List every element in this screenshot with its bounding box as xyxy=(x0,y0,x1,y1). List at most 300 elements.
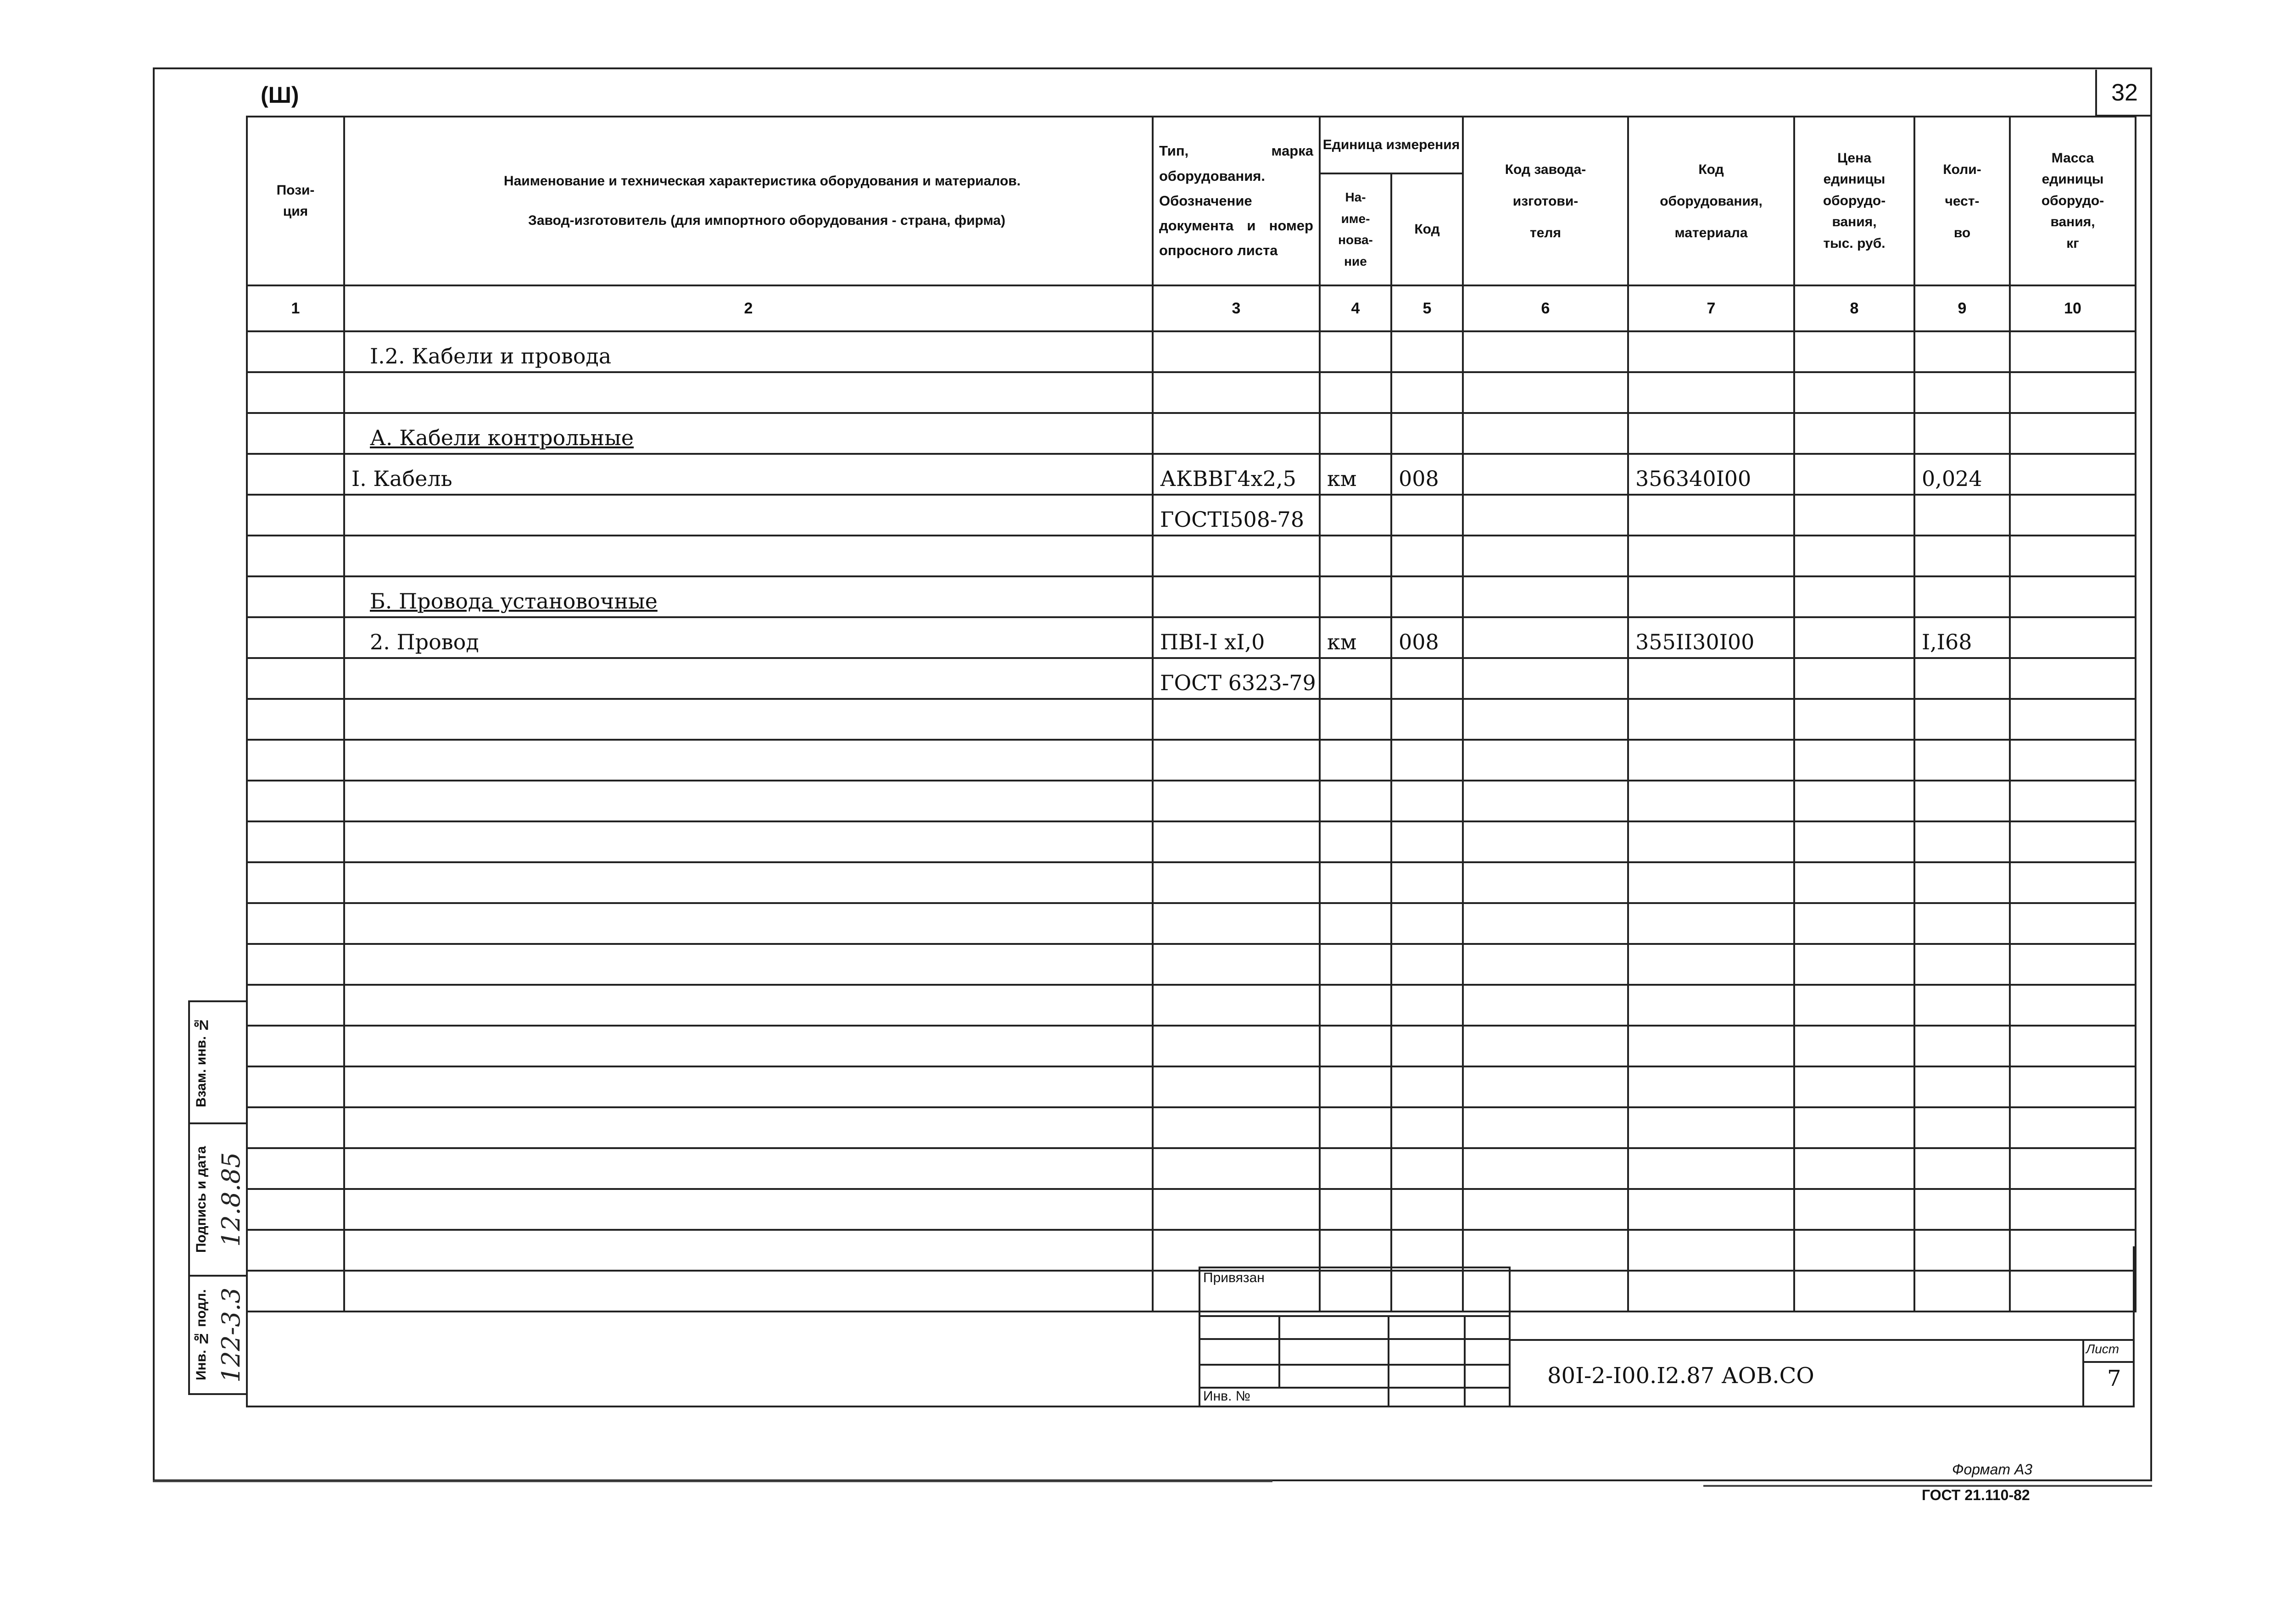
cell-type xyxy=(1153,699,1320,740)
cell-name-text: I. Кабель xyxy=(351,466,452,491)
vzam-inv-cell xyxy=(188,1000,248,1124)
cell-qty xyxy=(1914,495,2010,536)
sign-date-label: Подпись и дата xyxy=(194,1146,209,1253)
cell-name xyxy=(344,413,1153,454)
cell-name xyxy=(344,658,1153,699)
cell-qty xyxy=(1914,699,2010,740)
header-qty: Коли- чест- во xyxy=(1914,117,2010,285)
cell-type xyxy=(1153,454,1320,495)
cell-price xyxy=(1794,699,1914,740)
cell-qty xyxy=(1914,1148,2010,1189)
cell-eqcode xyxy=(1628,576,1794,617)
cell-code xyxy=(1391,1026,1463,1066)
cell-code xyxy=(1391,658,1463,699)
cell-mass xyxy=(2010,536,2136,576)
cell-name xyxy=(344,495,1153,536)
column-number-3: 3 xyxy=(1153,285,1320,331)
cell-unit-text: км xyxy=(1327,466,1357,491)
cell-qty xyxy=(1914,576,2010,617)
cell-eqcode xyxy=(1628,1026,1794,1066)
cell-factory xyxy=(1463,699,1628,740)
cell-type xyxy=(1153,740,1320,781)
cell-mass xyxy=(2010,331,2136,372)
cell-code xyxy=(1391,1189,1463,1230)
inv-podl-cell xyxy=(188,1275,248,1395)
cell-name-text xyxy=(351,507,370,532)
cell-type xyxy=(1153,658,1320,699)
cell-name xyxy=(344,1148,1153,1189)
cell-name-text xyxy=(351,670,370,695)
cell-type xyxy=(1153,1066,1320,1107)
cell-unit xyxy=(1320,740,1391,781)
list-value: 7 xyxy=(2107,1366,2121,1391)
cell-pos xyxy=(247,372,344,413)
cell-price xyxy=(1794,331,1914,372)
cell-price xyxy=(1794,781,1914,821)
cell-unit xyxy=(1320,658,1391,699)
cell-pos xyxy=(247,495,344,536)
table-row xyxy=(247,1189,2136,1230)
cell-eqcode xyxy=(1628,862,1794,903)
cell-mass xyxy=(2010,1189,2136,1230)
cell-type xyxy=(1153,1189,1320,1230)
cell-name xyxy=(344,454,1153,495)
cell-price xyxy=(1794,903,1914,944)
cell-code xyxy=(1391,1107,1463,1148)
cell-code xyxy=(1391,699,1463,740)
table-row xyxy=(247,740,2136,781)
cell-type xyxy=(1153,862,1320,903)
tb-vline-2 xyxy=(1388,1315,1389,1407)
cell-price xyxy=(1794,658,1914,699)
cell-name-text xyxy=(351,548,370,573)
cell-pos xyxy=(247,1066,344,1107)
cell-mass xyxy=(2010,1066,2136,1107)
header-unit-name: На- име- нова- ние xyxy=(1320,173,1391,285)
cell-unit xyxy=(1320,699,1391,740)
cell-unit xyxy=(1320,454,1391,495)
cell-mass xyxy=(2010,454,2136,495)
cell-price xyxy=(1794,495,1914,536)
cell-factory xyxy=(1463,740,1628,781)
cell-mass xyxy=(2010,658,2136,699)
cell-pos xyxy=(247,1271,344,1311)
table-row xyxy=(247,781,2136,821)
cell-pos xyxy=(247,781,344,821)
cell-qty xyxy=(1914,862,2010,903)
cell-code xyxy=(1391,781,1463,821)
cell-factory xyxy=(1463,1026,1628,1066)
cell-name xyxy=(344,985,1153,1026)
cell-pos xyxy=(247,1026,344,1066)
cell-unit xyxy=(1320,536,1391,576)
cell-unit xyxy=(1320,781,1391,821)
cell-mass xyxy=(2010,699,2136,740)
cell-name xyxy=(344,1189,1153,1230)
cell-pos xyxy=(247,331,344,372)
cell-code xyxy=(1391,413,1463,454)
cell-unit xyxy=(1320,495,1391,536)
cell-name xyxy=(344,740,1153,781)
cell-pos xyxy=(247,576,344,617)
cell-eqcode xyxy=(1628,1230,1794,1271)
cell-unit xyxy=(1320,821,1391,862)
cell-type xyxy=(1153,1107,1320,1148)
cell-qty xyxy=(1914,1107,2010,1148)
list-divider xyxy=(2082,1361,2135,1363)
cell-code xyxy=(1391,821,1463,862)
side-stamp xyxy=(188,1000,248,1409)
cell-pos xyxy=(247,1189,344,1230)
cell-factory xyxy=(1463,536,1628,576)
table-row xyxy=(247,862,2136,903)
cell-type xyxy=(1153,576,1320,617)
cell-name xyxy=(344,536,1153,576)
cell-eqcode xyxy=(1628,495,1794,536)
cell-mass xyxy=(2010,495,2136,536)
cell-mass xyxy=(2010,781,2136,821)
cell-pos xyxy=(247,699,344,740)
cell-pos xyxy=(247,617,344,658)
cell-price xyxy=(1794,821,1914,862)
cell-unit xyxy=(1320,617,1391,658)
cell-eqcode xyxy=(1628,1189,1794,1230)
table-row xyxy=(247,372,2136,413)
cell-type xyxy=(1153,985,1320,1026)
format-label: Формат А3 xyxy=(1952,1461,2033,1478)
cell-name xyxy=(344,372,1153,413)
specification-table xyxy=(246,116,2136,1312)
cell-mass xyxy=(2010,862,2136,903)
cell-factory xyxy=(1463,903,1628,944)
header-position: Пози- ция xyxy=(247,117,344,285)
header-mass: Масса единицы оборудо- вания, кг xyxy=(2010,117,2136,285)
cell-factory xyxy=(1463,985,1628,1026)
cell-price xyxy=(1794,740,1914,781)
header-type: Тип, марка оборудования. Обозначение документа и номер опросного листа xyxy=(1153,117,1320,285)
cell-eqcode xyxy=(1628,617,1794,658)
sign-date-value: 12.8.85 xyxy=(217,1152,245,1247)
cell-type xyxy=(1153,821,1320,862)
cell-eqcode xyxy=(1628,454,1794,495)
cell-name xyxy=(344,1230,1153,1271)
cell-qty xyxy=(1914,821,2010,862)
cell-pos xyxy=(247,862,344,903)
cell-code xyxy=(1391,944,1463,985)
cell-unit xyxy=(1320,862,1391,903)
vzam-inv-label: Взам. инв. № xyxy=(194,1017,209,1108)
cell-qty xyxy=(1914,740,2010,781)
inv-no-label: Инв. № xyxy=(1203,1389,1250,1404)
cell-unit xyxy=(1320,413,1391,454)
cell-qty xyxy=(1914,1026,2010,1066)
cell-unit xyxy=(1320,1230,1391,1271)
table-row xyxy=(247,495,2136,536)
cell-factory xyxy=(1463,1107,1628,1148)
cell-factory xyxy=(1463,1230,1628,1271)
cell-pos xyxy=(247,536,344,576)
cell-eqcode xyxy=(1628,1271,1794,1311)
cell-type-text: ГОСТ 6323-79 xyxy=(1160,670,1316,695)
doc-code-top-line xyxy=(1509,1339,2135,1341)
cell-pos xyxy=(247,944,344,985)
cell-name xyxy=(344,862,1153,903)
tb-vline-1 xyxy=(1278,1315,1280,1389)
tb-vline-3 xyxy=(1464,1315,1466,1407)
cell-qty xyxy=(1914,985,2010,1026)
cell-mass xyxy=(2010,617,2136,658)
cell-qty xyxy=(1914,617,2010,658)
cell-qty xyxy=(1914,1230,2010,1271)
section-roman: (Ш) xyxy=(261,82,299,108)
cell-code xyxy=(1391,1066,1463,1107)
cell-qty xyxy=(1914,658,2010,699)
cell-code-text: 008 xyxy=(1399,630,1439,654)
cell-factory xyxy=(1463,576,1628,617)
cell-type xyxy=(1153,944,1320,985)
cell-code xyxy=(1391,372,1463,413)
table-row xyxy=(247,1066,2136,1107)
column-number-7: 7 xyxy=(1628,285,1794,331)
cell-mass xyxy=(2010,1271,2136,1311)
cell-qty-text: 0,024 xyxy=(1922,466,1982,491)
list-label: Лист xyxy=(2086,1342,2120,1356)
cell-type xyxy=(1153,413,1320,454)
cell-eqcode xyxy=(1628,331,1794,372)
cell-name xyxy=(344,821,1153,862)
table-row xyxy=(247,1230,2136,1271)
cell-factory xyxy=(1463,372,1628,413)
cell-pos xyxy=(247,740,344,781)
cell-name-text: А. Кабели контрольные xyxy=(370,425,634,450)
cell-unit xyxy=(1320,903,1391,944)
cell-unit xyxy=(1320,1107,1391,1148)
cell-eqcode xyxy=(1628,699,1794,740)
cell-factory xyxy=(1463,821,1628,862)
cell-name xyxy=(344,331,1153,372)
cell-factory xyxy=(1463,658,1628,699)
table-row xyxy=(247,1107,2136,1148)
cell-mass xyxy=(2010,821,2136,862)
header-name: Наименование и техническая характеристика оборудования и материалов. Завод-изготовитель (для импортного оборудования - страна, фирма) xyxy=(344,117,1153,285)
cell-price xyxy=(1794,372,1914,413)
cell-mass xyxy=(2010,1026,2136,1066)
cell-eqcode xyxy=(1628,413,1794,454)
sheet-number: 32 xyxy=(2095,70,2152,117)
cell-pos xyxy=(247,1230,344,1271)
cell-qty xyxy=(1914,781,2010,821)
header-price: Цена единицы оборудо- вания, тыс. руб. xyxy=(1794,117,1914,285)
cell-eqcode xyxy=(1628,821,1794,862)
cell-type xyxy=(1153,1230,1320,1271)
cell-name xyxy=(344,576,1153,617)
inv-podl-label: Инв. № подл. xyxy=(194,1289,209,1381)
table-row xyxy=(247,536,2136,576)
cell-mass xyxy=(2010,985,2136,1026)
cell-eqcode xyxy=(1628,781,1794,821)
cell-type xyxy=(1153,781,1320,821)
cell-code xyxy=(1391,1230,1463,1271)
cell-unit xyxy=(1320,944,1391,985)
table-row xyxy=(247,699,2136,740)
cell-factory xyxy=(1463,1066,1628,1107)
cell-code xyxy=(1391,617,1463,658)
cell-unit xyxy=(1320,331,1391,372)
cell-qty xyxy=(1914,1066,2010,1107)
column-number-8: 8 xyxy=(1794,285,1914,331)
cell-price xyxy=(1794,1189,1914,1230)
cell-price xyxy=(1794,536,1914,576)
cell-name xyxy=(344,1066,1153,1107)
cell-name-text: 2. Провод xyxy=(370,630,479,654)
cell-code xyxy=(1391,862,1463,903)
cell-mass xyxy=(2010,740,2136,781)
cell-name xyxy=(344,1026,1153,1066)
cell-code xyxy=(1391,536,1463,576)
table-row xyxy=(247,413,2136,454)
cell-price xyxy=(1794,413,1914,454)
cell-eqcode xyxy=(1628,985,1794,1026)
cell-type xyxy=(1153,495,1320,536)
cell-code-text: 008 xyxy=(1399,466,1439,491)
cell-factory xyxy=(1463,617,1628,658)
cell-factory xyxy=(1463,944,1628,985)
document-code: 80I-2-I00.I2.87 АОВ.СО xyxy=(1547,1363,1814,1389)
cell-name-text: I.2. Кабели и провода xyxy=(370,344,612,368)
cell-eqcode xyxy=(1628,658,1794,699)
cell-unit xyxy=(1320,1189,1391,1230)
cell-name xyxy=(344,781,1153,821)
cell-price xyxy=(1794,862,1914,903)
cell-qty xyxy=(1914,413,2010,454)
cell-pos xyxy=(247,903,344,944)
cell-factory xyxy=(1463,495,1628,536)
cell-pos xyxy=(247,1148,344,1189)
cell-qty xyxy=(1914,454,2010,495)
cell-name xyxy=(344,903,1153,944)
cell-name xyxy=(344,944,1153,985)
cell-price xyxy=(1794,1107,1914,1148)
table-row xyxy=(247,454,2136,495)
cell-mass xyxy=(2010,1148,2136,1189)
cell-code xyxy=(1391,495,1463,536)
table-row xyxy=(247,331,2136,372)
cell-factory xyxy=(1463,862,1628,903)
cell-eqcode xyxy=(1628,1148,1794,1189)
cell-code xyxy=(1391,1148,1463,1189)
cell-qty xyxy=(1914,372,2010,413)
cell-qty xyxy=(1914,944,2010,985)
cell-type-text: ПВI-I хI,0 xyxy=(1160,630,1265,654)
cell-unit xyxy=(1320,985,1391,1026)
cell-eqcode xyxy=(1628,372,1794,413)
cell-eqcode-text: 355II30I00 xyxy=(1635,630,1755,654)
cell-qty xyxy=(1914,903,2010,944)
cell-mass xyxy=(2010,1230,2136,1271)
cell-code xyxy=(1391,985,1463,1026)
table-row xyxy=(247,1271,2136,1311)
cell-code xyxy=(1391,903,1463,944)
cell-factory xyxy=(1463,1148,1628,1189)
table-row xyxy=(247,576,2136,617)
column-number-10: 10 xyxy=(2010,285,2136,331)
cell-type xyxy=(1153,903,1320,944)
cell-unit-text: км xyxy=(1327,630,1357,654)
cell-qty xyxy=(1914,1271,2010,1311)
cell-type-text: ГОСТI508-78 xyxy=(1160,507,1305,532)
cell-type xyxy=(1153,1148,1320,1189)
cell-type xyxy=(1153,331,1320,372)
cell-type xyxy=(1153,1026,1320,1066)
cell-price xyxy=(1794,454,1914,495)
inv-podl-value: 122-3.3 xyxy=(217,1287,245,1383)
cell-mass xyxy=(2010,576,2136,617)
cell-type-text: АКВВГ4х2,5 xyxy=(1160,466,1296,491)
cell-unit xyxy=(1320,1148,1391,1189)
cell-name xyxy=(344,699,1153,740)
cell-unit xyxy=(1320,576,1391,617)
cell-name xyxy=(344,1271,1153,1311)
cell-price xyxy=(1794,1066,1914,1107)
cell-price xyxy=(1794,944,1914,985)
column-number-5: 5 xyxy=(1391,285,1463,331)
sign-date-cell xyxy=(188,1122,248,1277)
left-stamp-line xyxy=(246,1246,248,1407)
cell-mass xyxy=(2010,944,2136,985)
privyazan-label: Привязан xyxy=(1203,1270,1265,1285)
cell-price xyxy=(1794,1148,1914,1189)
header-factory-code: Код завода- изготови- теля xyxy=(1463,117,1628,285)
cell-qty xyxy=(1914,1189,2010,1230)
cell-eqcode xyxy=(1628,903,1794,944)
cell-mass xyxy=(2010,903,2136,944)
bottom-edge-left xyxy=(153,1480,1272,1482)
cell-mass xyxy=(2010,1107,2136,1148)
cell-type xyxy=(1153,617,1320,658)
cell-type xyxy=(1153,372,1320,413)
cell-price xyxy=(1794,1271,1914,1311)
cell-pos xyxy=(247,413,344,454)
cell-price xyxy=(1794,1230,1914,1271)
cell-code xyxy=(1391,576,1463,617)
cell-qty xyxy=(1914,331,2010,372)
table-row xyxy=(247,821,2136,862)
cell-type xyxy=(1153,536,1320,576)
cell-pos xyxy=(247,985,344,1026)
cell-name-text: Б. Провода установочные xyxy=(370,589,658,614)
header-unit-code: Код xyxy=(1391,173,1463,285)
cell-price xyxy=(1794,576,1914,617)
cell-pos xyxy=(247,821,344,862)
column-number-1: 1 xyxy=(247,285,344,331)
cell-unit xyxy=(1320,372,1391,413)
cell-code xyxy=(1391,331,1463,372)
header-equipment-code: Код оборудования, материала xyxy=(1628,117,1794,285)
cell-unit xyxy=(1320,1066,1391,1107)
gost-label: ГОСТ 21.110-82 xyxy=(1922,1487,2030,1503)
column-number-row xyxy=(247,285,2136,331)
cell-eqcode xyxy=(1628,1107,1794,1148)
cell-code xyxy=(1391,454,1463,495)
cell-eqcode xyxy=(1628,536,1794,576)
cell-factory xyxy=(1463,454,1628,495)
table-row xyxy=(247,1148,2136,1189)
cell-eqcode xyxy=(1628,740,1794,781)
cell-eqcode xyxy=(1628,1066,1794,1107)
table-row xyxy=(247,658,2136,699)
cell-pos xyxy=(247,1107,344,1148)
cell-qty xyxy=(1914,536,2010,576)
